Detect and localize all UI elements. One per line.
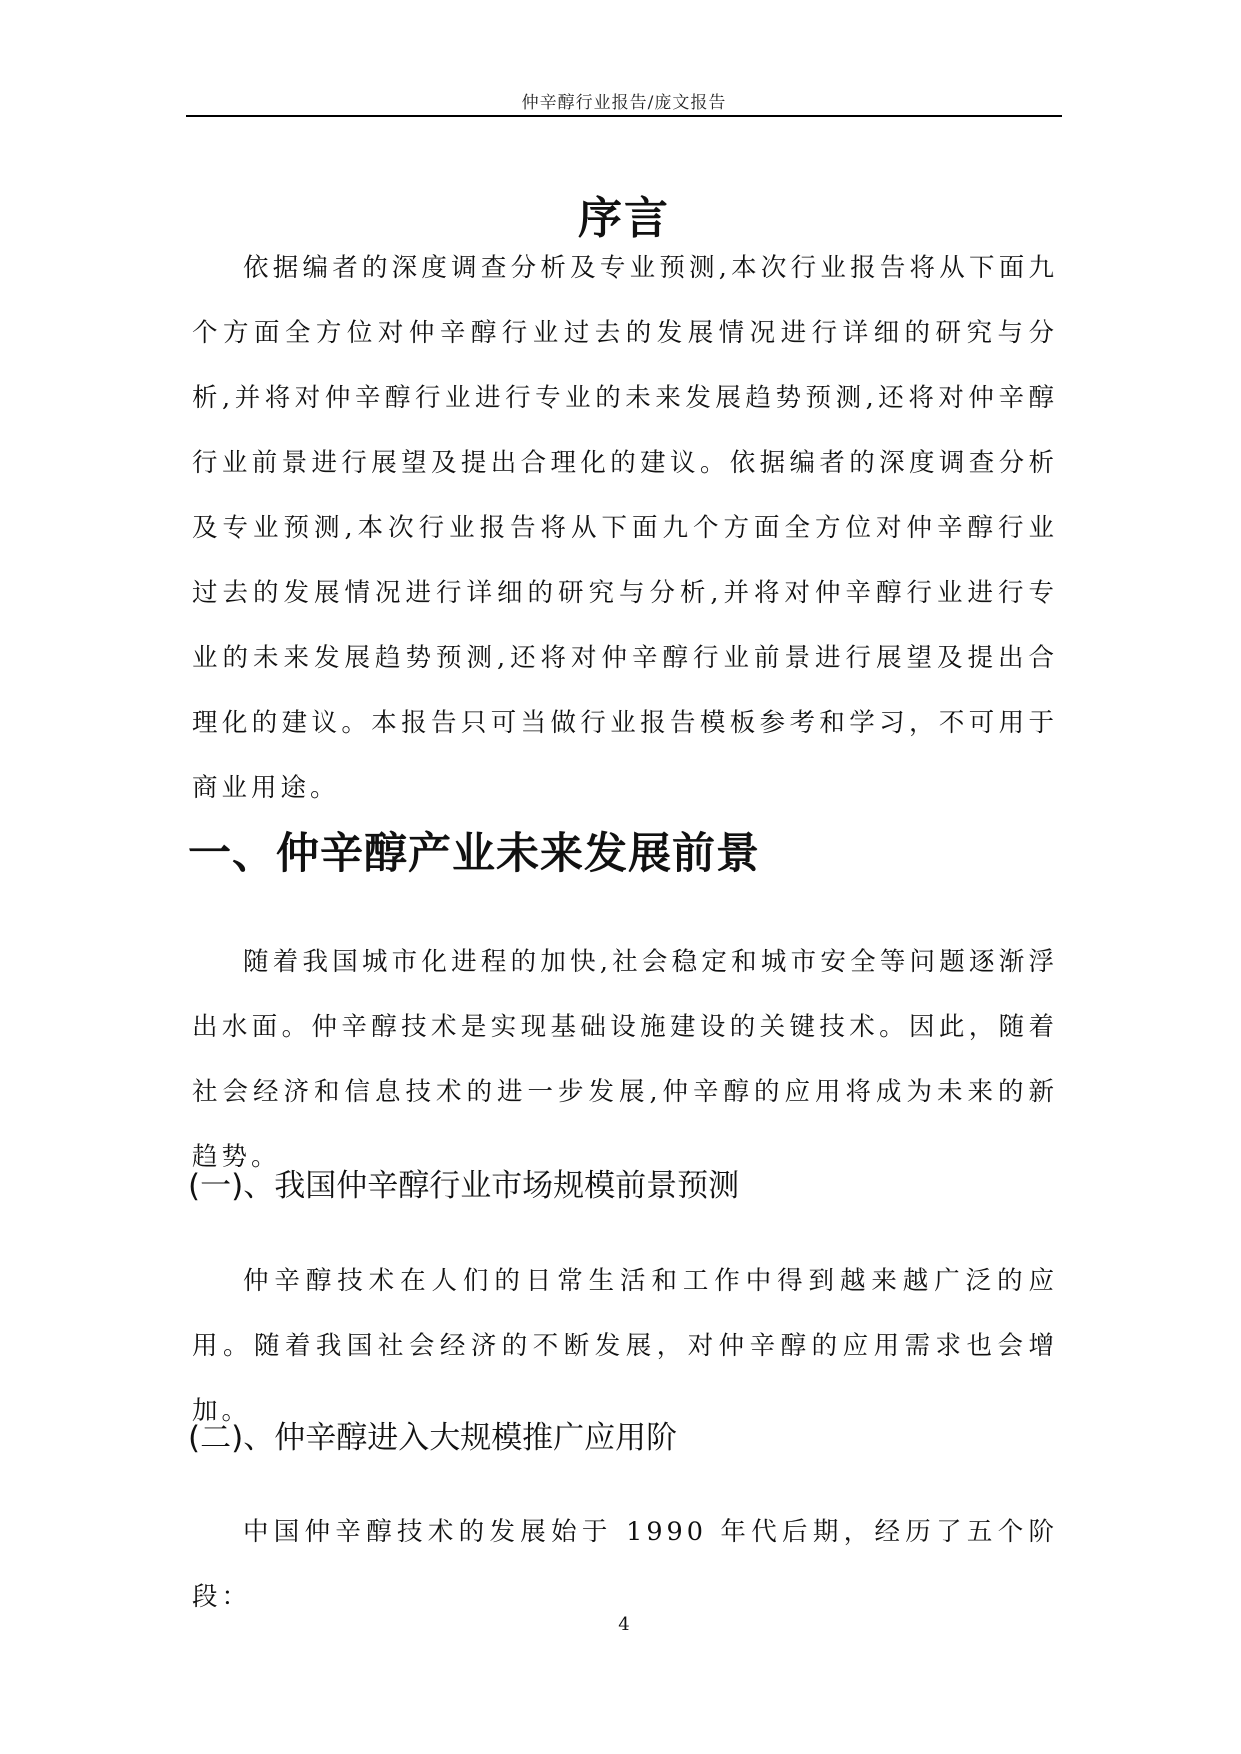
subsection-1-paragraph: 仲辛醇技术在人们的日常生活和工作中得到越来越广泛的应用。随着我国社会经济的不断发展，对仲辛醇的应用需求也会增加。 (192, 1266, 1058, 1426)
section-heading-1: 一、仲辛醇产业未来发展前景 (188, 829, 760, 879)
subsection-2-paragraph: 中国仲辛醇技术的发展始于 1990 年代后期，经历了五个阶段： (192, 1517, 1058, 1612)
subsection-heading-1: (一)、我国仲辛醇行业市场规模前景预测 (188, 1168, 740, 1204)
preface-paragraph: 依据编者的深度调查分析及专业预测,本次行业报告将从下面九个方面全方位对仲辛醇行业过去的发展情况进行详细的研究与分析,并将对仲辛醇行业进行专业的未来发展趋势预测,还将对仲辛醇行业前景进行展望及提出合理化的建议。依据编者的深度调查分析及专业预测,本次行业报告将从下面九个方面全方位对仲辛醇行业过去的发展情况进行详细的研究与分析,并将对仲辛醇行业进行专业的未来发展趋势预测,还将对仲辛醇行业前景进行展望及提出合理化的建议。本报告只可当做行业报告模板参考和学习，不可用于商业用途。 (192, 253, 1058, 803)
section-1-paragraph: 随着我国城市化进程的加快,社会稳定和城市安全等问题逐渐浮出水面。仲辛醇技术是实现基础设施建设的关键技术。因此，随着社会经济和信息技术的进一步发展,仲辛醇的应用将成为未来的新趋势。 (192, 947, 1058, 1172)
page-title: 序言 (578, 193, 670, 245)
page-number: 4 (618, 1614, 630, 1635)
subsection-heading-2: (二)、仲辛醇进入大规模推广应用阶 (188, 1420, 678, 1456)
running-header: 仲辛醇行业报告/庞文报告 (521, 93, 727, 113)
header-rule (186, 115, 1062, 117)
